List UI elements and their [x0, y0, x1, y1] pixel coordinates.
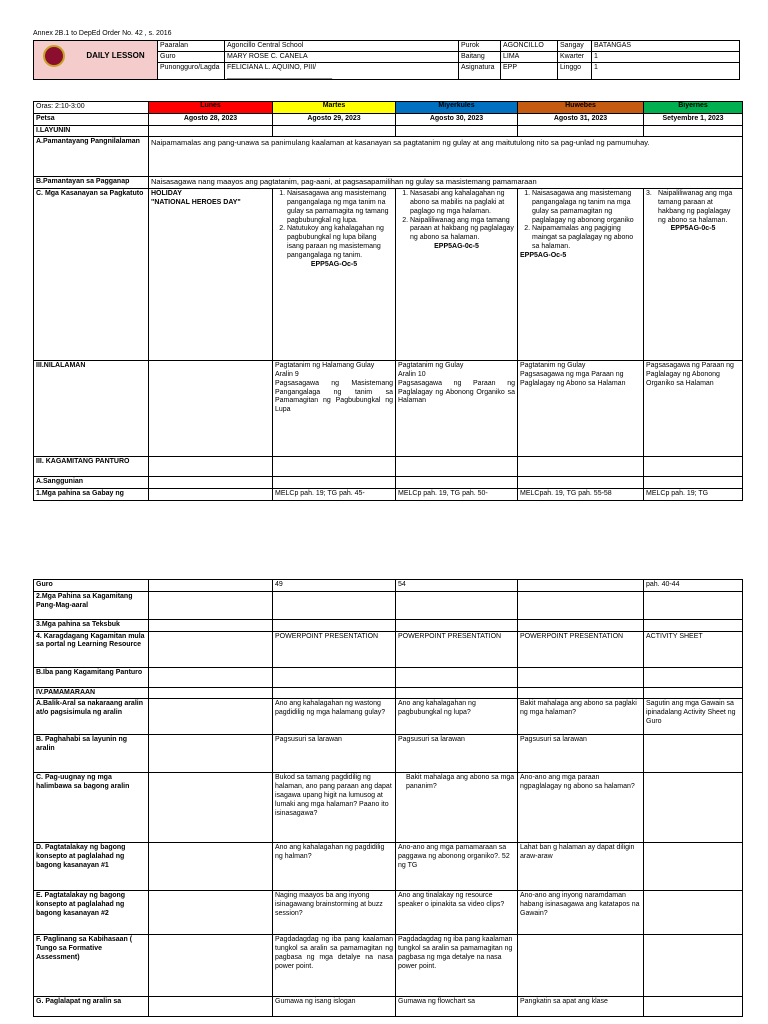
date-thursday: Agosto 31, 2023	[518, 113, 644, 125]
talakay-2-label: E. Pagtatalakay ng bagong konsepto at paglalahad ng bagong kasanayan #2	[34, 891, 149, 935]
school-value: Agoncillo Central School	[225, 41, 459, 52]
list-item: 1. Naisasagawa ang masistemang pangangalaga ng mga tanim na gulay sa pamamagita ng tamang pagbubungkal ng lupa.	[287, 190, 393, 225]
principal-label: Punongguro/Lagda	[158, 63, 225, 80]
list-item: 2. Naipaliliwanag ang mga tamang paraan at hakbang ng paglalagay ng abono sa halaman.	[410, 217, 515, 243]
division-value: BATANGAS	[592, 41, 740, 52]
kasanayan-friday: 3. Naipaliliwanag ang mga tamang paraan at hakbang ng paglalagay ng abono sa halaman. EPP5AG-0c-5	[644, 189, 743, 361]
date-tuesday: Agosto 29, 2023	[273, 113, 396, 125]
principal-value: FELICIANA L. AQUINO, PIII/ ___________________________	[225, 63, 459, 80]
competency-code: EPP5AG-0c-5	[434, 242, 479, 250]
gabay-tuesday: MELCp pah. 19; TG pah. 45-	[273, 488, 396, 500]
lesson-plan-table	[33, 101, 743, 501]
district-value: AGONCILLO	[501, 41, 558, 52]
pag-uugnay-label: C. Pag-uugnay ng mga halimbawa sa bagong aralin	[34, 773, 149, 843]
competency-code: EPP5AG-Oc-5	[310, 260, 358, 268]
date-wednesday: Agosto 30, 2023	[396, 113, 518, 125]
paghahabi-label: B. Paghahabi sa layunin ng aralin	[34, 735, 149, 773]
gabay-label: 1.Mga pahina sa Gabay ng	[34, 488, 149, 500]
signature-line: ___________________________	[227, 72, 333, 79]
pagganap-label: B.Pamantayan sa Pagganap	[34, 177, 149, 189]
division-label: Sangay	[558, 41, 592, 52]
paglinang-label: F. Paglinang sa Kabihasaan ( Tungo sa Formative Assessment)	[34, 935, 149, 997]
district-label: Purok	[459, 41, 501, 52]
gabay-friday: MELCp pah. 19; TG	[644, 488, 743, 500]
header-table	[33, 40, 740, 80]
holiday-cell: HOLIDAY "NATIONAL HEROES DAY"	[149, 189, 273, 361]
gabay-thursday: MELCpah. 19, TG pah. 55-58	[518, 488, 644, 500]
mag-aaral-label: 2.Mga Pahina sa Kagamitang Pang-Mag-aaral	[34, 591, 149, 619]
day-thursday: Huwebes	[518, 102, 644, 114]
paglalapat-label: G. Paglalapat ng aralin sa	[34, 997, 149, 1017]
list-item: 1. Naisasagawa ang masistemang pangangalaga ng tanim na mga gulay sa pamamagitan ng paglalagay ng abonong organiko	[532, 190, 641, 225]
sanggunian-label: A.Sanggunian	[34, 477, 149, 489]
quarter-value: 1	[592, 52, 740, 63]
kasanayan-thursday	[518, 189, 644, 361]
karagdagan-label: 4. Karagdagang Kagamitan mula sa portal ng Learning Resource	[34, 631, 149, 667]
quarter-label: Kwarter	[558, 52, 592, 63]
header-title: DAILY LESSON	[86, 51, 145, 60]
list-item: Naipaliliwanag ang mga tamang paraan at hakbang ng paglalagay ng abono sa halaman.	[658, 190, 733, 224]
kasanayan-wednesday	[396, 189, 518, 361]
week-label: Linggo	[558, 63, 592, 80]
pamamaraan-label: IV.PAMAMARAAN	[34, 687, 149, 699]
day-friday: Biyernes	[644, 102, 743, 114]
nilalaman-tuesday: Pagtatanim ng Halamang Gulay Aralin 9 Pagsasagawa ng Masistemang Pangangalaga ng tanim sa Pamamagitan ng Pagbubungkal ng Lupa	[273, 361, 396, 457]
kasanayan-tuesday	[273, 189, 396, 361]
kasanayan-label: C. Mga Kasanayan sa Pagkatuto	[34, 189, 149, 361]
subject-value: EPP	[501, 63, 558, 80]
talakay-1-label: D. Pagtatalakay ng bagong konsepto at paglalahad ng bagong kasanayan #1	[34, 843, 149, 891]
time-label: Oras: 2:10-3:00	[34, 102, 149, 114]
lesson-plan-table-continued: Guro 49 54 pah. 40-44 2.Mga Pahina sa Kagamitang Pang-Mag-aaral 3.Mga pahina sa Teksbuk 4. Karagdagang Kagamitan mula sa portal ng Learning Resource POWERPOINT PRESENTATION POWERPOINT PRESENTATION POWERPOINT PRESENTATION ACTIVITY SHEET B.Iba pang Kagamitang Panturo IV.PAMAMARAAN A.Balik-Aral sa nakaraang aralin at/o pagsisimula ng aralin Ano ang kahalagahan ng wastong pagdidilig ng mga halamang gulay? Ano ang kahalagahan ng pagbubungkal ng lupa? Bakit mahalaga ang abono sa paglaki ng mga halaman? Sagutin ang mga Gawain sa ipinadalang Activity Sheet ng Guro B. Paghahabi sa layunin ng aralin Pagsusuri sa larawan Pagsusuri sa larawan Pagsusuri sa larawan C. Pag-uugnay ng mga halimbawa sa bagong aralin Bukod sa tamang pagdidilig ng halaman, ano pang paraan ang dapat isagawa upang higit na lumusog at lumaki ang mga halaman? Paano ito isinasagawa? Bakit mahalaga ang abono sa mga pananim? Ano-ano ang mga paraan ngpaglalagay ng abono sa halaman? D. Pagtatalakay ng bagong konsepto at paglalahad ng bagong kasanayan #1 Ano ang kahalagahan ng pagdidilig ng halman? Ano-ano ang mga pamamaraan sa paggawa ng abonong organiko?. 52 ng TG Lahat ban g halaman ay dapat diligin araw-araw E. Pagtatalakay ng bagong konsepto at paglalahad ng bagong kasanayan #2 Naging maayos ba ang inyong isinagawang brainstorming at buzz session? Ano ang tinalakay ng resource speaker o ipinakita sa video clips? Ano-ano ang inyong naramdaman habang isinasagawa ang katatapos na Gawain? F. Paglinang sa Kabihasaan ( Tungo sa Formative Assessment) Pagdadagdag ng iba pang kaalaman tungkol sa aralin sa pamamagitan ng pagbasa ng mga detalye na nasa power point. Pagdadagdag ng iba pang kaalaman tungkol sa aralin sa pamamagitan ng pagbasa ng mga detalye na nasa power point. G. Paglalapat ng aralin sa Gumawa ng isang islogan Gumawa ng flowchart sa Pangkatin sa apat ang klase	[33, 579, 743, 1017]
guro-label: Guro	[34, 580, 149, 592]
teksbuk-label: 3.Mga pahina sa Teksbuk	[34, 619, 149, 631]
balik-aral-label: A.Balik-Aral sa nakaraang aralin at/o pagsisimula ng aralin	[34, 699, 149, 735]
teacher-value: MARY ROSE C. CANELA	[225, 52, 459, 63]
header-logo-cell	[34, 41, 158, 80]
gabay-wednesday: MELCp pah. 19, TG pah. 50-	[396, 488, 518, 500]
competency-code: EPP5AG-Oc-5	[520, 251, 567, 259]
pamantayan-text: Naipamamalas ang pang-unawa sa panimulang kaalaman at kasanayan sa pagtatanim ng gulay at ang maitutulong nito sa pag-unlad ng pamumuhay.	[149, 137, 743, 177]
week-value: 1	[592, 63, 740, 80]
day-tuesday: Martes	[273, 102, 396, 114]
date-monday: Agosto 28, 2023	[149, 113, 273, 125]
layunin-heading: I.LAYUNIN	[34, 125, 149, 137]
competency-code: EPP5AG-0c-5	[670, 225, 716, 233]
date-label: Petsa	[34, 113, 149, 125]
date-friday: Setyembre 1, 2023	[644, 113, 743, 125]
nilalaman-thursday: Pagtatanim ng Gulay Pagsasagawa ng mga Paraan ng Paglalagay ng Abono sa Halaman	[518, 361, 644, 457]
nilalaman-friday: Pagsasagawa ng Paraan ng Paglalagay ng Abonong Organiko sa Halaman	[644, 361, 743, 457]
school-label: Paaralan	[158, 41, 225, 52]
grade-label: Baitang	[459, 52, 501, 63]
list-item: 2. Natutukoy ang kahalagahan ng pagbubungkal ng lupa bilang isang paraan ng masistemang pangangalaga ng tanim.	[287, 225, 393, 260]
deped-seal-icon	[43, 45, 65, 67]
kagamitan-label: III. KAGAMITANG PANTURO	[34, 457, 149, 477]
list-item: 1. Nasasabi ang kahalagahan ng abono sa mabilis na paglaki at paglago ng mga halaman.	[410, 190, 515, 216]
list-item: 2. Naipamamalas ang pagiging maingat sa paglalagay ng abono sa halaman.	[532, 225, 641, 251]
grade-value: LIMA	[501, 52, 558, 63]
annex-reference: Annex 2B.1 to DepEd Order No. 42 , s. 2016	[33, 30, 172, 37]
subject-label: Asignatura	[459, 63, 501, 80]
nilalaman-wednesday: Pagtatanim ng Gulay Aralin 10 Pagsasagawa ng Paraan ng Paglalagay ng Abonong Organiko sa Halaman	[396, 361, 518, 457]
nilalaman-label: III.NILALAMAN	[34, 361, 149, 457]
iba-label: B.Iba pang Kagamitang Panturo	[34, 667, 149, 687]
teacher-label: Guro	[158, 52, 225, 63]
day-monday: Lunes	[149, 102, 273, 114]
day-wednesday: Miyerkules	[396, 102, 518, 114]
pagganap-text: Naisasagawa nang maayos ang pagtatanim, pag-aani, at pagsasapamilihan ng gulay sa masistemang pamamaraan	[149, 177, 743, 189]
pamantayan-label: A.Pamantayang Pangnilalaman	[34, 137, 149, 177]
